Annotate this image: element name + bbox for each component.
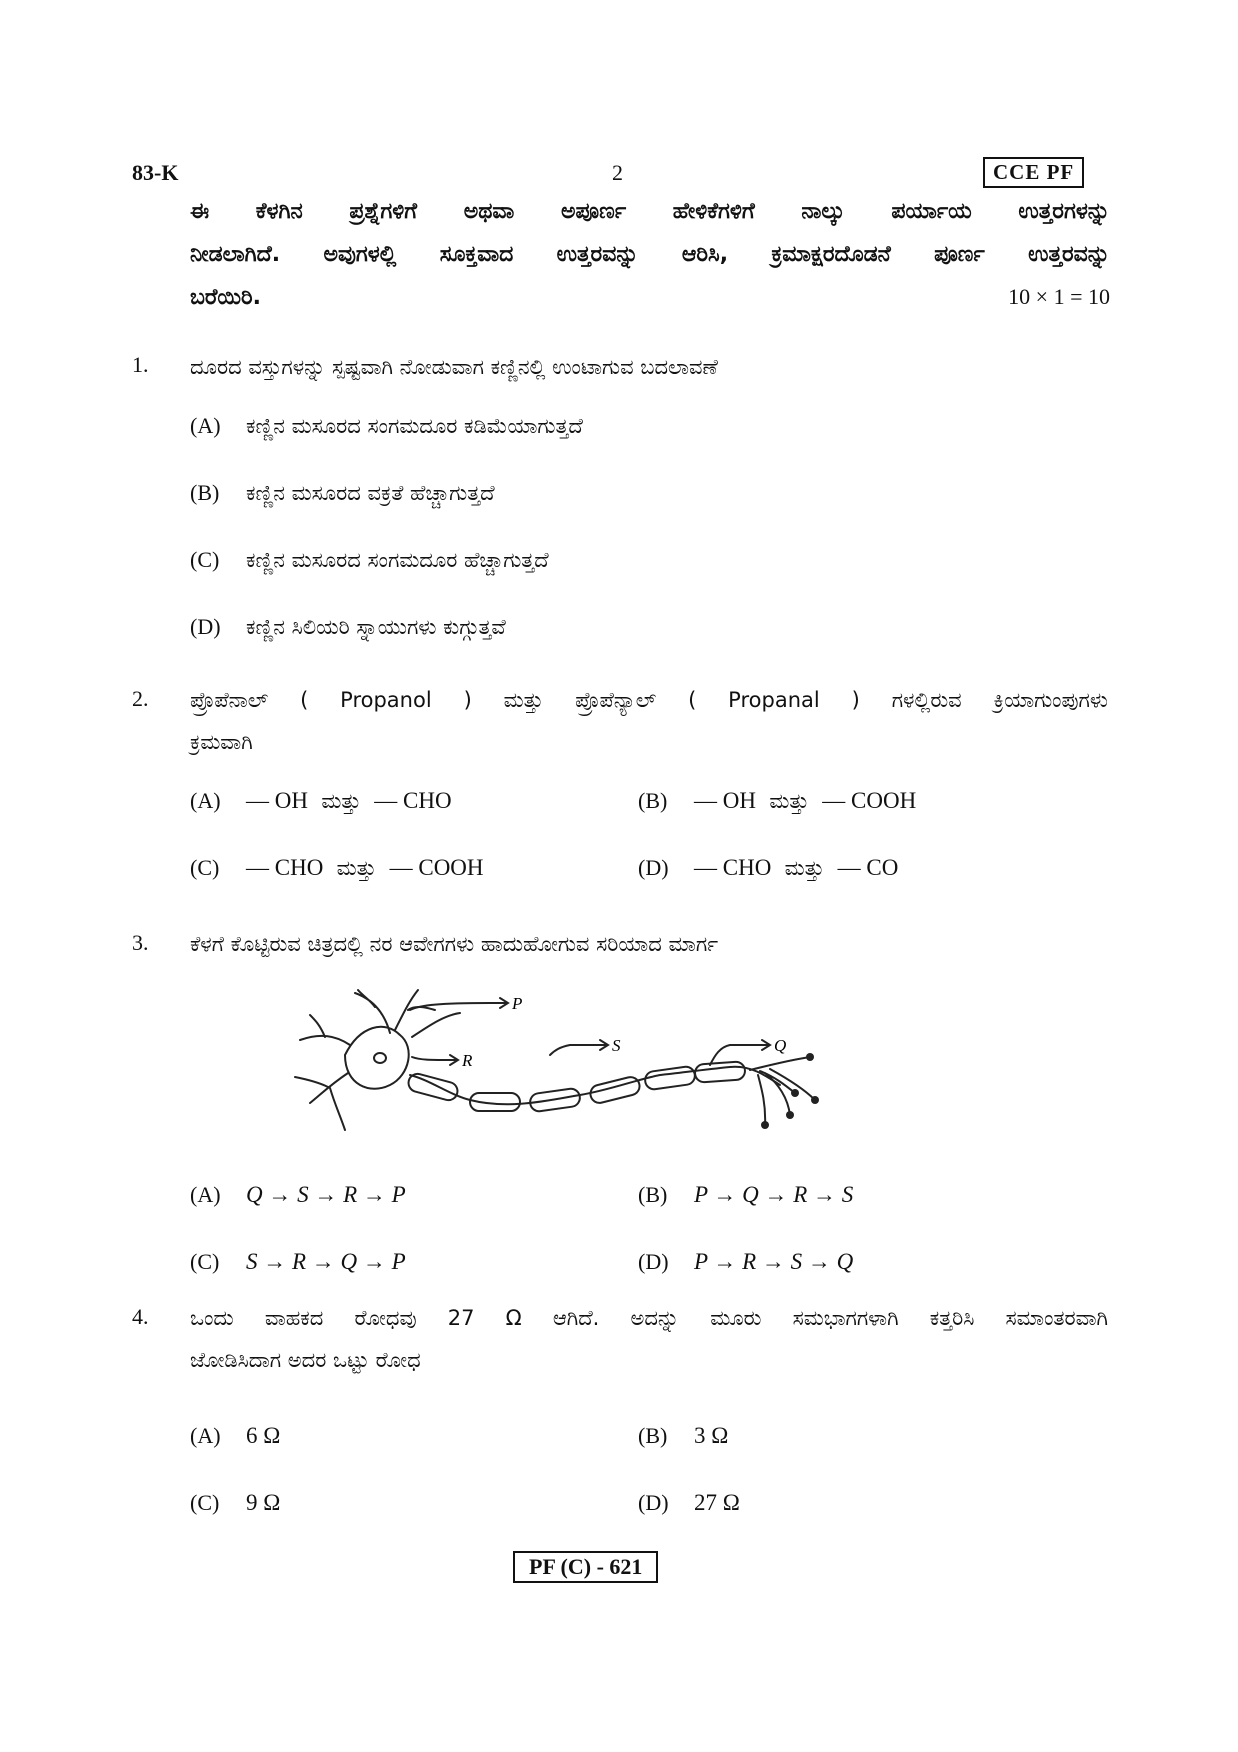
option-text: 27 Ω [694,1490,740,1515]
option-d [190,614,506,640]
option-text: 6 Ω [246,1423,281,1448]
question-number: 3. [132,930,149,955]
option-c [190,547,549,573]
option-label: (B) [638,1182,668,1207]
option-text: P → R → S → Q [694,1249,854,1274]
arrow-q [710,1040,770,1065]
option-label: (C) [190,855,220,880]
option-d [638,1249,853,1275]
option-label: (A) [190,788,221,813]
option-label: (B) [190,480,220,505]
cell-body [345,1027,409,1089]
option-label: (D) [638,855,669,880]
nucleus [374,1053,386,1063]
footer-code: PF (C) - 621 [513,1551,658,1583]
option-b [190,480,495,506]
option-group-2: — CHO [374,788,452,813]
option-text: ಕಣ್ಣಿನ ಮಸೂರದ ಸಂಗಮದೂರ ಕಡಿಮೆಯಾಗುತ್ತದೆ [246,414,583,438]
neuron-diagram [290,985,870,1145]
option-label: (D) [638,1490,669,1515]
label-p: P [512,994,523,1013]
option-group-1: — OH [694,788,756,813]
instructions [190,190,1110,320]
option-b [638,1423,728,1449]
option-c [190,1249,406,1275]
question-text [190,1297,1108,1381]
question-text: ದೂರದ ವಸ್ತುಗಳನ್ನು ಸ್ಪಷ್ಟವಾಗಿ ನೋಡುವಾಗ ಕಣ್ಣಿನಲ್ಲಿ ಉಂಟಾಗುವ ಬದಲಾವಣೆ [190,355,718,379]
marks-allocation: 10 × 1 = 10 [1008,284,1110,309]
option-group-2: — CO [837,855,899,880]
option-a [190,413,583,439]
option-b [638,1182,853,1208]
option-a [190,1182,406,1208]
option-label: (D) [190,614,221,639]
option-group-2: — COOH [389,855,484,880]
option-d [638,855,898,881]
option-label: (D) [638,1249,669,1274]
option-label: (C) [190,1490,220,1515]
option-group-1: — CHO [246,855,324,880]
option-group-1: — OH [246,788,308,813]
question-number: 4. [132,1304,149,1329]
option-label: (C) [190,547,220,572]
paper-code: 83-K [132,160,179,185]
option-text: ಕಣ್ಣಿನ ಮಸೂರದ ಸಂಗಮದೂರ ಹೆಚ್ಚಾಗುತ್ತದೆ [246,548,549,572]
myelin-segment [589,1075,642,1105]
exam-badge: CCE PF [983,157,1084,188]
question-text-line-2: ಜೋಡಿಸಿದಾಗ ಅದರ ಒಟ್ಟು ರೋಧ [190,1348,421,1372]
option-a [190,788,452,814]
myelin-segment [644,1066,696,1091]
option-c [190,1490,280,1516]
arrow-r [412,1055,458,1065]
option-label: (C) [190,1249,220,1274]
label-r: R [462,1051,473,1070]
option-text: Q → S → R → P [246,1182,406,1207]
option-label: (A) [190,413,221,438]
question-text: ಕೆಳಗೆ ಕೊಟ್ಟಿರುವ ಚಿತ್ರದಲ್ಲಿ ನರ ಆವೇಗಗಳು ಹಾದುಹೋಗುವ ಸರಿಯಾದ ಮಾರ್ಗ [190,932,719,956]
question-number: 1. [132,352,149,377]
arrow-s [550,1040,608,1055]
label-s: S [612,1036,621,1055]
option-a [190,1423,280,1449]
option-d [638,1490,740,1516]
label-q: Q [774,1036,787,1055]
option-conjunction: ಮತ್ತು [769,789,809,813]
option-label: (B) [638,1423,668,1448]
option-text: P → Q → R → S [694,1182,854,1207]
option-text: S → R → Q → P [246,1249,406,1274]
option-label: (B) [638,788,668,813]
option-conjunction: ಮತ್ತು [321,789,361,813]
option-conjunction: ಮತ್ತು [784,856,825,880]
instruction-line-2: ನೀಡಲಾಗಿದೆ. ಅವುಗಳಲ್ಲಿ ಸೂಕ್ತವಾದ ಉತ್ತರವನ್ನು ಆರಿಸಿ, ಕ್ರಮಾಕ್ಷರದೊಡನೆ ಪೂರ್ಣ ಉತ್ತರವನ್ನು [190,242,1110,267]
option-label: (A) [190,1423,221,1448]
option-group-1: — CHO [694,855,772,880]
question-text-line-2: ಕ್ರಮವಾಗಿ [190,730,253,754]
instruction-line-1: ಈ ಕೆಳಗಿನ ಪ್ರಶ್ನೆಗಳಿಗೆ ಅಥವಾ ಅಪೂರ್ಣ ಹೇಳಿಕೆಗಳಿಗೆ ನಾಲ್ಕು ಪರ್ಯಾಯ ಉತ್ತರಗಳನ್ನು [190,199,1110,224]
page-number: 2 [612,160,623,185]
option-c [190,855,484,881]
option-text: 9 Ω [246,1490,281,1515]
question-text [190,679,1108,763]
option-conjunction: ಮತ್ತು [336,856,377,880]
question-text-line-1: ಒಂದು ವಾಹಕದ ರೋಧವು 27 Ω ಆಗಿದೆ. ಅದನ್ನು ಮೂರು ಸಮಭಾಗಗಳಾಗಿ ಕತ್ತರಿಸಿ ಸಮಾಂತರವಾಗಿ [190,1306,1108,1330]
option-text: 3 Ω [694,1423,729,1448]
option-label: (A) [190,1182,221,1207]
question-text-line-1: ಪ್ರೊಪೆನಾಲ್ ( Propanol ) ಮತ್ತು ಪ್ರೊಪೆನ್ಯಾಲ್ ( Propanal ) ಗಳಲ್ಲಿರುವ ಕ್ರಿಯಾಗುಂಪುಗಳು [190,688,1108,712]
option-b [638,788,916,814]
myelin-segment [694,1061,745,1082]
option-group-2: — COOH [822,788,917,813]
instruction-line-3: ಬರೆಯಿರಿ. [190,285,262,310]
question-number: 2. [132,686,149,711]
option-text: ಕಣ್ಣಿನ ಮಸೂರದ ವಕ್ರತೆ ಹೆಚ್ಚಾಗುತ್ತದೆ [246,481,495,505]
option-text: ಕಣ್ಣಿನ ಸಿಲಿಯರಿ ಸ್ನಾಯುಗಳು ಕುಗ್ಗುತ್ತವೆ [246,615,506,639]
